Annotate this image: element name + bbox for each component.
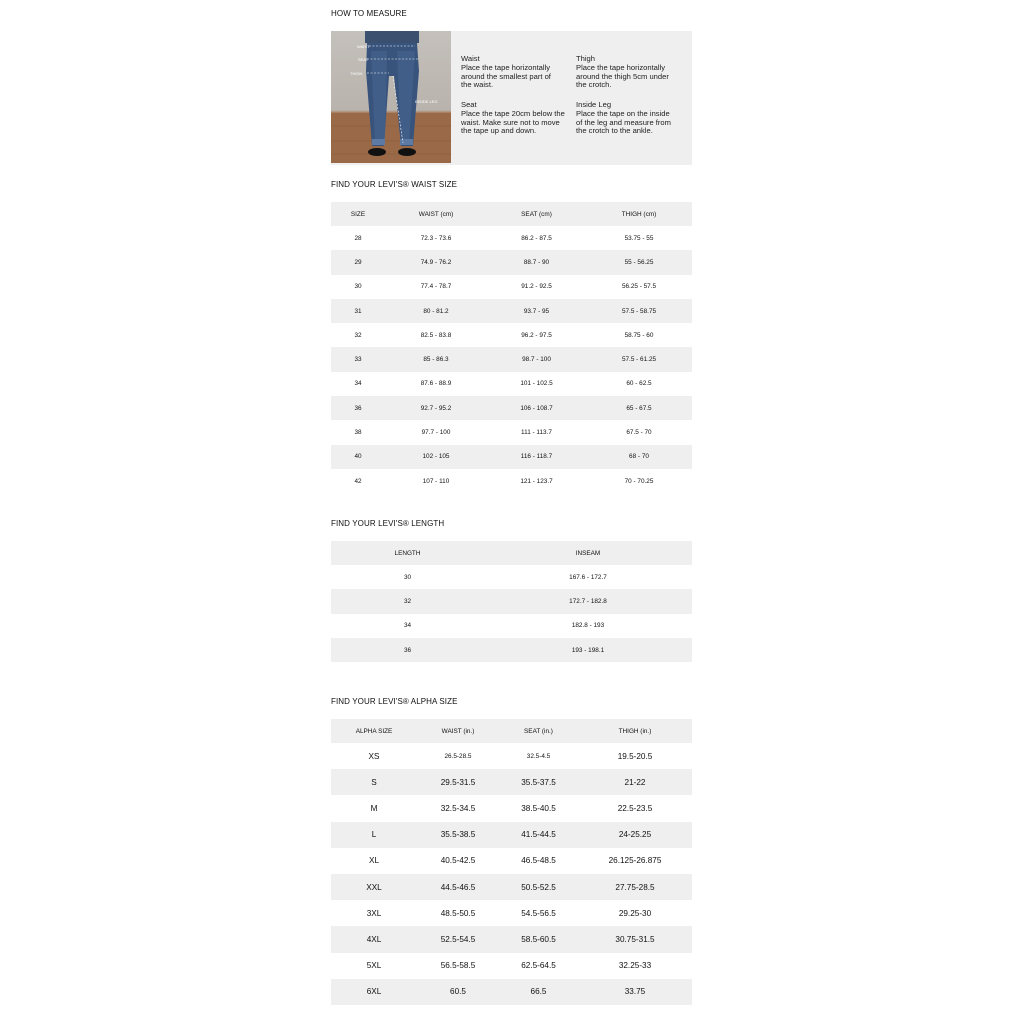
length-table-cell: 172.7 - 182.8 bbox=[484, 589, 692, 613]
alpha-table-cell: 32.5-34.5 bbox=[440, 803, 476, 813]
waist-table-cell: 33 bbox=[331, 347, 385, 371]
alpha-table-cell: XXL bbox=[331, 874, 417, 900]
waist-table-cell: 97.7 - 100 bbox=[421, 429, 451, 437]
table-row bbox=[331, 979, 692, 1005]
length-table-cell: 193 - 198.1 bbox=[484, 638, 692, 662]
photo-label-waist: WAIST bbox=[357, 44, 370, 49]
waist-table-cell: 65 - 67.5 bbox=[586, 396, 692, 420]
table-row bbox=[331, 926, 692, 952]
length-table-cell: 30 bbox=[403, 573, 412, 581]
measure-waist bbox=[461, 55, 561, 89]
waist-table-cell: 88.7 - 90 bbox=[487, 250, 586, 274]
alpha-table-cell: 33.75 bbox=[578, 979, 692, 1005]
waist-table-cell: 67.5 - 70 bbox=[626, 429, 652, 437]
waist-table-cell: 82.5 - 83.8 bbox=[420, 331, 452, 339]
length-table-header-cell: LENGTH bbox=[331, 541, 484, 565]
alpha-table-cell: 35.5-37.5 bbox=[499, 769, 578, 795]
alpha-table-cell: 40.5-42.5 bbox=[440, 856, 476, 866]
how-to-measure-title: HOW TO MEASURE bbox=[331, 9, 407, 18]
measure-waist-text: Place the tape horizontally around the smallest part of the waist. bbox=[461, 63, 551, 89]
table-row bbox=[331, 822, 692, 848]
alpha-table-cell: 66.5 bbox=[499, 979, 578, 1005]
alpha-table-header-cell: SEAT (in.) bbox=[499, 719, 578, 743]
alpha-table-cell: 26.125-26.875 bbox=[608, 856, 662, 866]
waist-table-header-cell: SIZE bbox=[331, 202, 385, 226]
waist-table-header-cell: SEAT (cm) bbox=[487, 202, 586, 226]
alpha-table-cell: 29.25-30 bbox=[618, 908, 652, 918]
waist-table-header-cell: WAIST (cm) bbox=[385, 202, 487, 226]
measure-seat bbox=[461, 101, 565, 135]
length-table-header-row bbox=[331, 541, 692, 565]
waist-table-cell: 56.25 - 57.5 bbox=[621, 283, 657, 291]
waist-table-cell: 116 - 118.7 bbox=[487, 445, 586, 469]
waist-table-cell: 80 - 81.2 bbox=[385, 299, 487, 323]
waist-table-cell: 58.75 - 60 bbox=[624, 331, 654, 339]
waist-table-cell: 42 bbox=[354, 477, 362, 485]
waist-size-title: FIND YOUR LEVI'S® WAIST SIZE bbox=[331, 180, 458, 189]
table-row bbox=[331, 589, 692, 613]
waist-size-table bbox=[331, 202, 692, 493]
table-row bbox=[331, 848, 692, 874]
waist-table-cell: 68 - 70 bbox=[586, 445, 692, 469]
alpha-table-cell: 48.5-50.5 bbox=[440, 908, 476, 918]
alpha-table-cell: 41.5-44.5 bbox=[499, 822, 578, 848]
waist-table-cell: 34 bbox=[354, 380, 362, 388]
table-row bbox=[331, 275, 692, 299]
alpha-table-header-row bbox=[331, 719, 692, 743]
alpha-table-header-cell: THIGH (in.) bbox=[578, 719, 692, 743]
table-row bbox=[331, 900, 692, 926]
alpha-table-cell: 29.5-31.5 bbox=[417, 769, 499, 795]
waist-table-cell: 77.4 - 78.7 bbox=[420, 283, 452, 291]
photo-label-thigh: THIGH bbox=[350, 71, 363, 76]
length-table-header-cell: INSEAM bbox=[484, 541, 692, 565]
waist-table-cell: 74.9 - 76.2 bbox=[385, 250, 487, 274]
alpha-table-cell: XL bbox=[368, 856, 379, 866]
table-row bbox=[331, 226, 692, 250]
table-row bbox=[331, 614, 692, 638]
waist-table-cell: 98.7 - 100 bbox=[487, 347, 586, 371]
alpha-table-header-cell: ALPHA SIZE bbox=[331, 719, 417, 743]
waist-table-cell: 40 bbox=[331, 445, 385, 469]
how-to-measure-panel bbox=[331, 31, 692, 165]
waist-table-cell: 60 - 62.5 bbox=[626, 380, 652, 388]
waist-table-cell: 53.75 - 55 bbox=[624, 234, 654, 242]
measure-inside-leg-heading: Inside Leg bbox=[576, 100, 612, 109]
table-row bbox=[331, 347, 692, 371]
measure-waist-heading: Waist bbox=[461, 54, 480, 63]
waist-table-header-cell: THIGH (cm) bbox=[586, 202, 692, 226]
alpha-table-cell: 6XL bbox=[331, 979, 417, 1005]
waist-table-cell: 121 - 123.7 bbox=[520, 477, 553, 485]
length-table bbox=[331, 541, 692, 662]
length-title: FIND YOUR LEVI'S® LENGTH bbox=[331, 519, 445, 528]
alpha-table-cell: 46.5-48.5 bbox=[521, 856, 556, 866]
waist-table-cell: 29 bbox=[331, 250, 385, 274]
waist-table-cell: 92.7 - 95.2 bbox=[385, 396, 487, 420]
jeans-model-illustration bbox=[331, 31, 451, 163]
jeans-measurement-photo bbox=[331, 31, 451, 163]
length-table-cell: 182.8 - 193 bbox=[571, 622, 605, 630]
waist-table-cell: 107 - 110 bbox=[422, 477, 450, 485]
waist-table-cell: 70 - 70.25 bbox=[624, 477, 654, 485]
measure-thigh bbox=[576, 55, 678, 89]
table-row bbox=[331, 445, 692, 469]
length-table-cell: 167.6 - 172.7 bbox=[569, 573, 607, 581]
alpha-table-cell: 5XL bbox=[366, 961, 382, 971]
measure-inside-leg bbox=[576, 101, 678, 135]
alpha-size-table bbox=[331, 719, 692, 1005]
photo-label-inside-leg: INSIDE LEG bbox=[415, 99, 438, 104]
alpha-table-cell: 24-25.25 bbox=[578, 822, 692, 848]
table-row bbox=[331, 469, 692, 493]
alpha-table-cell: 54.5-56.5 bbox=[521, 908, 556, 918]
measure-seat-text: Place the tape 20cm below the waist. Make sure not to move the tape up and down. bbox=[461, 109, 565, 135]
measure-thigh-text: Place the tape horizontally around the thigh 5cm under the crotch. bbox=[576, 63, 669, 89]
alpha-table-cell: M bbox=[370, 803, 378, 813]
table-row bbox=[331, 299, 692, 323]
waist-table-cell: 57.5 - 58.75 bbox=[586, 299, 692, 323]
waist-table-cell: 36 bbox=[331, 396, 385, 420]
alpha-table-cell: 21-22 bbox=[578, 769, 692, 795]
alpha-table-header-cell: WAIST (in.) bbox=[417, 719, 499, 743]
table-row bbox=[331, 420, 692, 444]
waist-table-cell: 106 - 108.7 bbox=[487, 396, 586, 420]
waist-table-cell: 28 bbox=[354, 234, 362, 242]
waist-table-cell: 85 - 86.3 bbox=[385, 347, 487, 371]
table-row bbox=[331, 953, 692, 979]
waist-table-cell: 57.5 - 61.25 bbox=[586, 347, 692, 371]
waist-table-cell: 87.6 - 88.9 bbox=[420, 380, 452, 388]
waist-table-cell: 38 bbox=[354, 429, 362, 437]
table-row bbox=[331, 250, 692, 274]
alpha-table-cell: 4XL bbox=[331, 926, 417, 952]
alpha-table-cell: 32.25-33 bbox=[618, 961, 652, 971]
measure-thigh-heading: Thigh bbox=[576, 54, 595, 63]
alpha-table-cell: 30.75-31.5 bbox=[578, 926, 692, 952]
table-row bbox=[331, 323, 692, 347]
waist-table-cell: 101 - 102.5 bbox=[520, 380, 553, 388]
alpha-table-cell: 35.5-38.5 bbox=[417, 822, 499, 848]
alpha-table-cell: XS bbox=[368, 751, 380, 761]
alpha-table-cell: 58.5-60.5 bbox=[499, 926, 578, 952]
table-row bbox=[331, 769, 692, 795]
length-table-cell: 36 bbox=[331, 638, 484, 662]
alpha-table-cell: 26.5-28.5 bbox=[444, 752, 472, 760]
waist-table-cell: 111 - 113.7 bbox=[521, 429, 552, 437]
waist-table-cell: 72.3 - 73.6 bbox=[420, 234, 452, 242]
alpha-table-cell: L bbox=[331, 822, 417, 848]
table-row bbox=[331, 372, 692, 396]
table-row bbox=[331, 795, 692, 821]
alpha-table-cell: 56.5-58.5 bbox=[440, 961, 476, 971]
photo-label-seat: SEAT bbox=[358, 57, 369, 62]
alpha-table-cell: 50.5-52.5 bbox=[499, 874, 578, 900]
alpha-table-cell: 60.5 bbox=[417, 979, 499, 1005]
table-row bbox=[331, 743, 692, 769]
waist-table-cell: 96.2 - 97.5 bbox=[521, 331, 552, 339]
waist-table-cell: 30 bbox=[354, 283, 362, 291]
alpha-table-cell: 44.5-46.5 bbox=[417, 874, 499, 900]
alpha-table-cell: 62.5-64.5 bbox=[521, 961, 556, 971]
measure-inside-leg-text: Place the tape on the inside of the leg and measure from the crotch to the ankle. bbox=[576, 109, 671, 135]
alpha-table-cell: 19.5-20.5 bbox=[617, 751, 653, 761]
alpha-table-cell: 22.5-23.5 bbox=[617, 803, 653, 813]
alpha-table-cell: 32.5-4.5 bbox=[526, 752, 551, 760]
waist-table-cell: 32 bbox=[354, 331, 362, 339]
waist-table-cell: 93.7 - 95 bbox=[487, 299, 586, 323]
alpha-table-cell: S bbox=[331, 769, 417, 795]
table-row bbox=[331, 396, 692, 420]
waist-table-cell: 86.2 - 87.5 bbox=[521, 234, 552, 242]
table-row bbox=[331, 638, 692, 662]
length-table-cell: 32 bbox=[331, 589, 484, 613]
alpha-size-title: FIND YOUR LEVI'S® ALPHA SIZE bbox=[331, 697, 458, 706]
alpha-table-cell: 38.5-40.5 bbox=[521, 803, 556, 813]
alpha-table-cell: 3XL bbox=[366, 908, 382, 918]
waist-table-cell: 55 - 56.25 bbox=[586, 250, 692, 274]
waist-table-cell: 102 - 105 bbox=[385, 445, 487, 469]
waist-table-cell: 31 bbox=[331, 299, 385, 323]
alpha-table-cell: 52.5-54.5 bbox=[417, 926, 499, 952]
waist-table-header-row bbox=[331, 202, 692, 226]
length-table-cell: 34 bbox=[403, 622, 412, 630]
waist-table-cell: 91.2 - 92.5 bbox=[521, 283, 552, 291]
alpha-table-cell: 27.75-28.5 bbox=[578, 874, 692, 900]
measure-seat-heading: Seat bbox=[461, 100, 477, 109]
table-row bbox=[331, 874, 692, 900]
table-row bbox=[331, 565, 692, 589]
